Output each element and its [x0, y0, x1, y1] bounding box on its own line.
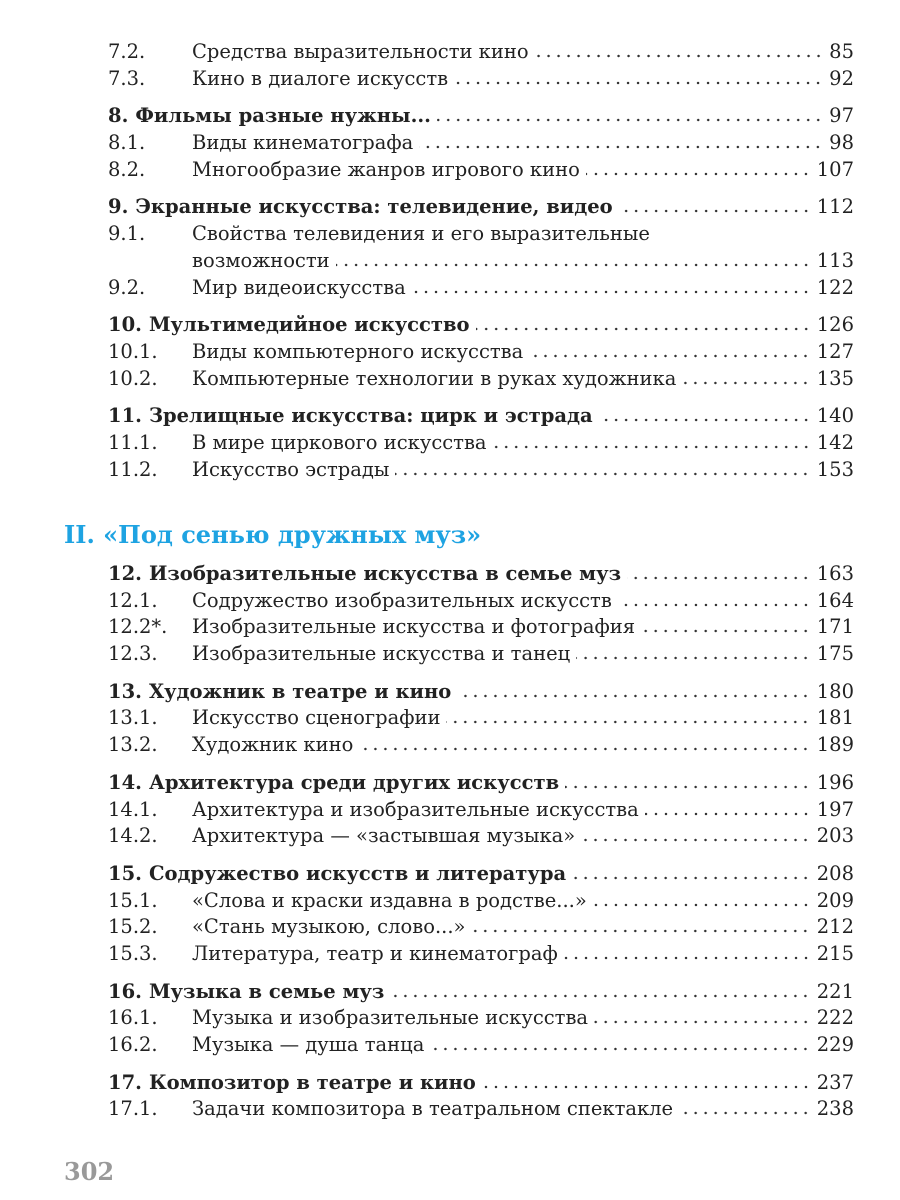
- dot-leader: [679, 1111, 811, 1115]
- dot-leader: [593, 903, 811, 907]
- dot-leader: [619, 209, 811, 213]
- entry-page: 212: [816, 915, 854, 939]
- entry-number: 16.1.: [108, 1006, 158, 1030]
- entry-number: 15.3.: [108, 941, 158, 965]
- toc-chapter-entry[interactable]: [108, 861, 854, 888]
- toc-chapter-entry[interactable]: [108, 1070, 854, 1097]
- toc-group: [108, 312, 854, 392]
- toc-section-entry[interactable]: [108, 914, 854, 941]
- dot-leader: [535, 54, 824, 58]
- toc-section-entry[interactable]: [108, 39, 854, 66]
- entry-number: 9.2.: [108, 275, 146, 299]
- entry-title: Кино в диалоге искусств: [192, 66, 449, 90]
- toc-chapter-entry[interactable]: [108, 561, 854, 588]
- entry-number: 12.1.: [108, 588, 158, 612]
- entry-title-continuation: возможности: [192, 248, 330, 272]
- part-heading: II. «Под сенью дружных муз»: [64, 520, 482, 549]
- entry-title: Виды компьютерного искусства: [192, 339, 524, 363]
- toc-section-entry[interactable]: [108, 66, 854, 93]
- toc-section-entry[interactable]: [108, 641, 854, 668]
- entry-title: Средства выразительности кино: [192, 40, 529, 63]
- entry-page: 153: [816, 457, 854, 481]
- toc-section-entry[interactable]: [108, 1096, 854, 1123]
- entry-page: 181: [816, 706, 854, 730]
- dot-leader: [437, 118, 823, 122]
- entry-page: 85: [829, 40, 854, 63]
- entry-page: 140: [816, 404, 854, 428]
- entry-number: 8.: [108, 104, 129, 128]
- entry-number: 15.1.: [108, 888, 158, 912]
- entry-page: 163: [816, 562, 854, 585]
- entry-number: 11.1.: [108, 430, 158, 454]
- entry-title: Содружество изобразительных искусств: [192, 588, 612, 612]
- entry-number: 13.2.: [108, 733, 158, 757]
- toc-group: [108, 103, 854, 183]
- dot-leader: [493, 445, 811, 449]
- entry-number: 9.1.: [108, 222, 146, 246]
- dot-leader: [586, 172, 811, 176]
- entry-title: Художник в театре и кино: [148, 679, 452, 703]
- entry-page: 221: [816, 979, 854, 1003]
- dot-leader: [594, 1020, 811, 1024]
- toc-entry-continuation: [108, 248, 854, 275]
- entry-page: 208: [816, 861, 854, 885]
- entry-title: Свойства телевидения и его выразительные: [192, 222, 650, 246]
- dot-leader: [336, 263, 811, 267]
- entry-title: Фильмы разные нужны...: [135, 104, 431, 128]
- entry-title: Архитектура среди других искусств: [148, 770, 560, 794]
- entry-page: 142: [816, 430, 854, 454]
- toc-section-entry[interactable]: [108, 1005, 854, 1032]
- entry-title: Многообразие жанров игрового кино: [192, 157, 580, 181]
- entry-number: 14.2.: [108, 824, 158, 848]
- entry-title: Мультимедийное искусство: [148, 313, 470, 337]
- entry-title: Изобразительные искусства и фотография: [192, 615, 636, 639]
- dot-leader: [471, 929, 810, 933]
- entry-page: 164: [816, 588, 854, 612]
- toc-section-entry[interactable]: [108, 705, 854, 732]
- entry-title: Музыка и изобразительные искусства: [192, 1006, 589, 1030]
- entry-page: 175: [816, 642, 854, 666]
- entry-page: 180: [816, 679, 854, 703]
- toc-chapter-entry[interactable]: [108, 194, 854, 221]
- entry-number: 17.1.: [108, 1097, 158, 1121]
- entry-number: 12.2*.: [108, 615, 168, 639]
- toc-group: [108, 770, 854, 850]
- entry-title: Содружество искусств и литература: [148, 861, 567, 885]
- toc-group: [108, 679, 854, 759]
- dot-leader: [446, 720, 810, 724]
- toc-section-entry[interactable]: [108, 430, 854, 457]
- dot-leader: [390, 994, 810, 998]
- dot-leader: [599, 418, 811, 422]
- dot-leader: [476, 327, 811, 331]
- dot-leader: [572, 876, 811, 880]
- toc-group: [108, 403, 854, 483]
- entry-number: 16.2.: [108, 1033, 158, 1056]
- toc-section-entry[interactable]: [108, 614, 854, 641]
- entry-number: 11.2.: [108, 457, 158, 481]
- entry-page: 215: [816, 941, 854, 965]
- entry-page: 127: [816, 339, 854, 363]
- entry-title: Архитектура и изобразительные искусства: [192, 797, 639, 821]
- entry-page: 229: [816, 1033, 854, 1056]
- toc-chapter-entry[interactable]: [108, 679, 854, 706]
- toc-group: [108, 194, 854, 301]
- entry-page: 126: [816, 313, 854, 337]
- entry-title: Архитектура — «застывшая музыка»: [192, 824, 576, 848]
- dot-leader: [682, 381, 810, 385]
- entry-title: Виды кинематографа: [192, 131, 414, 155]
- entry-title: Музыка в семье муз: [148, 979, 385, 1003]
- entry-title: Искусство сценографии: [192, 706, 441, 730]
- entry-number: 12.3.: [108, 642, 158, 666]
- entry-title: Литература, театр и кинематограф: [192, 941, 558, 965]
- dot-leader: [395, 472, 810, 476]
- dot-leader: [454, 81, 823, 85]
- entry-number: 16.: [108, 979, 142, 1003]
- dot-leader: [618, 603, 811, 607]
- entry-number: 7.3.: [108, 66, 146, 90]
- entry-title: Экранные искусства: телевидение, видео: [135, 195, 613, 219]
- entry-number: 10.: [108, 313, 142, 337]
- toc-chapter-entry[interactable]: [108, 770, 854, 797]
- entry-number: 15.2.: [108, 915, 158, 939]
- toc-section-entry[interactable]: [108, 275, 854, 302]
- toc-section-entry[interactable]: [108, 366, 854, 393]
- dot-leader: [576, 656, 811, 660]
- entry-number: 8.1.: [108, 131, 146, 155]
- entry-number: 15.: [108, 861, 142, 885]
- entry-page: 98: [829, 131, 854, 155]
- toc-section-entry[interactable]: [108, 941, 854, 968]
- entry-page: 113: [816, 248, 854, 272]
- dot-leader: [430, 1047, 810, 1051]
- toc-section-entry[interactable]: [108, 588, 854, 615]
- dot-leader: [627, 576, 811, 580]
- dot-leader: [529, 354, 811, 358]
- entry-page: 189: [816, 733, 854, 757]
- entry-title: Художник кино: [192, 733, 354, 757]
- entry-title: Изобразительные искусства и танец: [192, 642, 571, 666]
- dot-leader: [419, 145, 823, 149]
- entry-page: 209: [816, 888, 854, 912]
- toc-section-entry[interactable]: [108, 457, 854, 484]
- toc-section-entry[interactable]: [108, 823, 854, 850]
- toc-chapter-entry[interactable]: [108, 103, 854, 130]
- entry-number: 8.2.: [108, 157, 146, 181]
- entry-title: Компьютерные технологии в руках художника: [192, 366, 677, 390]
- entry-number: 13.1.: [108, 706, 158, 730]
- entry-page: 196: [816, 770, 854, 794]
- toc-chapter-entry[interactable]: [108, 312, 854, 339]
- toc-section-entry[interactable]: [108, 797, 854, 824]
- toc-list-part-1: [108, 39, 854, 494]
- entry-title: Музыка — душа танца: [192, 1033, 425, 1056]
- toc-chapter-entry[interactable]: [108, 403, 854, 430]
- toc-section-entry[interactable]: [108, 130, 854, 157]
- toc-section-entry[interactable]: [108, 1032, 854, 1059]
- entry-page: 107: [816, 157, 854, 181]
- toc-section-entry[interactable]: [108, 339, 854, 366]
- entry-number: 14.1.: [108, 797, 158, 821]
- page-number: 302: [64, 1157, 115, 1186]
- toc-section-entry[interactable]: [108, 221, 854, 248]
- entry-page: 135: [816, 366, 854, 390]
- dot-leader: [645, 812, 811, 816]
- entry-page: 197: [816, 797, 854, 821]
- dot-leader: [359, 747, 810, 751]
- dot-leader: [564, 956, 811, 960]
- entry-page: 237: [816, 1070, 854, 1094]
- entry-page: 92: [829, 66, 854, 90]
- entry-number: 9.: [108, 195, 129, 219]
- entry-title: Композитор в театре и кино: [148, 1070, 476, 1094]
- dot-leader: [641, 629, 811, 633]
- entry-number: 10.1.: [108, 339, 158, 363]
- entry-number: 13.: [108, 679, 142, 703]
- entry-title: Задачи композитора в театральном спектакле: [192, 1097, 674, 1121]
- dot-leader: [581, 838, 811, 842]
- toc-group: [108, 861, 854, 968]
- entry-title: В мире циркового искусства: [192, 430, 487, 454]
- entry-page: 122: [816, 275, 854, 299]
- entry-page: 97: [829, 104, 854, 128]
- entry-page: 112: [816, 195, 854, 219]
- entry-number: 7.2.: [108, 40, 146, 63]
- dot-leader: [565, 785, 811, 789]
- entry-page: 222: [816, 1006, 854, 1030]
- entry-number: 10.2.: [108, 366, 158, 390]
- dot-leader: [412, 290, 811, 294]
- entry-number: 14.: [108, 770, 142, 794]
- toc-list-part-2: [108, 561, 854, 1134]
- entry-number: 12.: [108, 562, 142, 585]
- entry-title: Зрелищные искусства: цирк и эстрада: [148, 404, 593, 428]
- entry-title: Мир видеоискусства: [192, 275, 406, 299]
- toc-section-entry[interactable]: [108, 888, 854, 915]
- toc-group: [108, 1070, 854, 1123]
- entry-number: 17.: [108, 1070, 142, 1094]
- toc-group: [108, 561, 854, 668]
- toc-group: [108, 39, 854, 92]
- toc-section-entry[interactable]: [108, 157, 854, 184]
- entry-page: 171: [816, 615, 854, 639]
- entry-title: «Стань музыкою, слово...»: [192, 915, 466, 939]
- dot-leader: [457, 694, 810, 698]
- toc-chapter-entry[interactable]: [108, 979, 854, 1006]
- entry-title: Изобразительные искусства в семье муз: [148, 562, 622, 585]
- dot-leader: [482, 1085, 811, 1089]
- entry-page: 238: [816, 1097, 854, 1121]
- toc-group: [108, 979, 854, 1059]
- entry-page: 203: [816, 824, 854, 848]
- entry-title: «Слова и краски издавна в родстве...»: [192, 888, 587, 912]
- entry-number: 11.: [108, 404, 142, 428]
- entry-title: Искусство эстрады: [192, 457, 390, 481]
- toc-section-entry[interactable]: [108, 732, 854, 759]
